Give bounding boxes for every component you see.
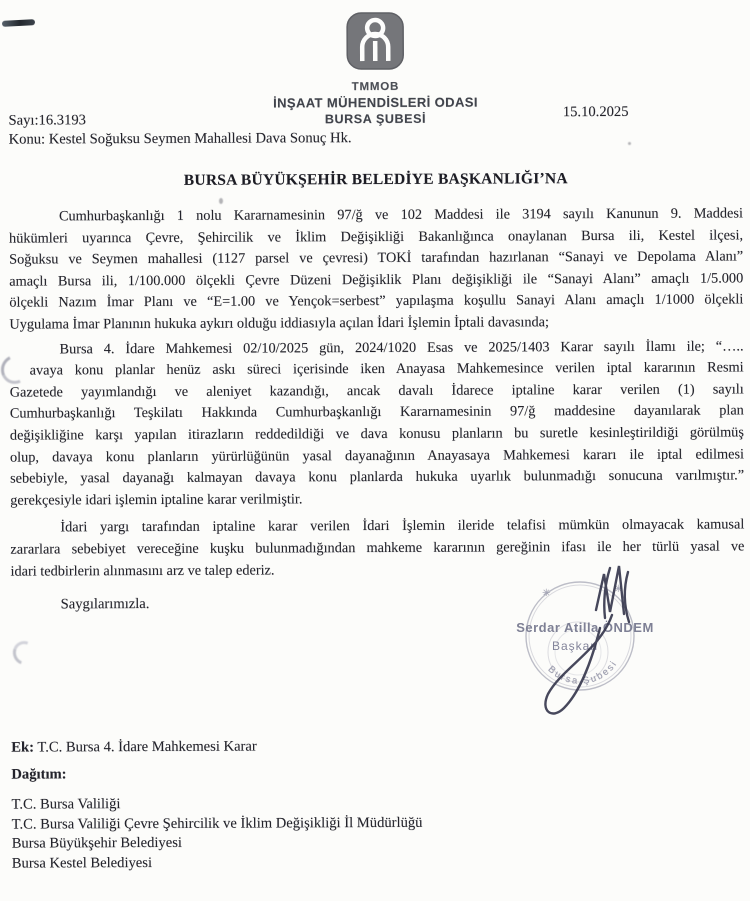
distribution-list — [3, 792, 750, 873]
letter-body — [1, 203, 750, 613]
stamp-and-signature — [492, 560, 677, 740]
imo-logo-icon — [344, 10, 406, 77]
distribution-item: T.C. Bursa Valiliği — [11, 796, 121, 813]
svg-text:✳: ✳ — [542, 588, 551, 599]
org-branch: BURSA ŞUBESİ — [324, 111, 427, 127]
body-line: idari tedbirlerin alınmasını arz ve talep ederiz. — [10, 561, 275, 580]
body-line: hükümleri uyarınca Çevre, Şehircilik ve İklim Değişikliği Bakanlığınca onaylanan Bursa ili, Kestel ilçesi, — [9, 226, 744, 247]
body-line: Gazetede yayımlandığı ve aleniyet kazandığı, ancak davalı İdarece iptaline karar verilen (1) sayılı — [9, 381, 744, 401]
closing-salutation: Saygılarımızla. — [60, 596, 150, 613]
letter-number: Sayı:16.3193 — [8, 112, 86, 129]
body-line: Bursa 4. İdare Mahkemesi 02/10/2025 gün, 2024/1020 Esas ve 2025/1403 Karar sayılı İlamı ile; “….. — [59, 337, 744, 357]
body-line: Cumhurbaşkanlığı Teşkilatı Hakkında Cumhurbaşkanlığı Kararnamesinin 97/ğ maddesine dayanılarak plan — [9, 402, 744, 422]
paragraph-1 — [9, 203, 744, 336]
body-line: değişikliğine karşı yapılan itirazların reddedildiği ve dava konusu planların bu suretle kesinleştirildiği görülmüş — [9, 424, 744, 444]
attachment-text: T.C. Bursa 4. İdare Mahkemesi Karar — [33, 738, 257, 756]
handwritten-signature-icon — [492, 560, 677, 740]
body-line: Uygulama İmar Planının hukuka aykırı olduğu iddiasıyla açılan İdari İşlemin İptali davasında; — [9, 314, 550, 333]
body-line: İdari yargı tarafından iptaline karar verilen İdari İşlemin ileride telafisi mümkün olmayacak kamusal — [60, 516, 745, 536]
distribution-item: Bursa Kestel Belediyesi — [11, 854, 153, 872]
paragraph-2 — [9, 336, 744, 512]
body-line: amaçlı Bursa ili, 1/100.000 ölçekli Çevre Düzeni Değişiklik Planı değişikliği ile “Sanayi Alanı” amaçlı 1/5.000 — [9, 270, 744, 290]
org-name: İNŞAAT MÜHENDİSLERİ ODASI — [273, 94, 478, 111]
body-line: olup, davaya konu planların yürürlüğünün yasal dayanağının Anayasaya Mahkemesi kararı ile iptal edilmesi — [9, 445, 745, 466]
body-line: avaya konu planlar henüz askı süreci içerisinde iken Anayasa Mahkemesince verilen iptal kararının Resmi — [29, 359, 744, 379]
distribution-item: Bursa Büyükşehir Belediyesi — [11, 834, 182, 852]
body-line: gerekçesiyle idari işlemin iptaline karar verilmiştir. — [10, 491, 303, 509]
distribution-label: Dağıtım: — [11, 766, 67, 783]
letter-subject: Konu: Kestel Soğuksu Seymen Mahallesi Dava Sonuç Hk. — [8, 130, 352, 148]
signer-name: Serdar Atilla ÖNDEM — [516, 620, 654, 635]
org-abbrev: TMMOB — [351, 80, 400, 94]
attachment-label: Ek: — [11, 739, 35, 756]
addressee-title: BURSA BÜYÜKŞEHİR BELEDİYE BAŞKANLIĞI’NA — [183, 170, 568, 189]
body-line: Cumhurbaşkanlığı 1 nolu Kararnamesinin 97/ğ ve 102 Maddesi ile 3194 sayılı Kanunun 9. Maddesi — [58, 205, 743, 225]
body-line: sebebiyle, yasal dayanağı kalmayan davaya konu planlarda hukuka uyarlık bulunmadığı sonucuna varılmıştır.” — [10, 467, 745, 487]
body-line: Soğuksu ve Seymen mahallesi (1127 parsel ve çevresi) TOKİ tarafından hazırlanan “Sanayi ve Depolama Alanı” — [9, 248, 744, 268]
signer-title: Başkan — [551, 639, 599, 653]
stamp-ring-text: Bursa Şubesi — [545, 658, 620, 687]
letter-date: 15.10.2025 — [562, 103, 629, 121]
letter-meta — [0, 103, 750, 148]
svg-text:✳: ✳ — [614, 584, 623, 595]
distribution-item: T.C. Bursa Valiliği Çevre Şehircilik ve İklim Değişikliği İl Müdürlüğü — [11, 814, 423, 833]
body-line: zararlara sebebiyet vereceğine kuşku bulunmadığından mahkeme kararının gereğinin ifası ile her türlü yasal ve — [10, 538, 745, 558]
body-line: ölçekli Nazım İmar Planı ve “E=1.00 ve Yençok=serbest” yapılaşma koşullu Sanayi Alanı amaçlı 1/1000 ölçekli — [9, 291, 744, 311]
